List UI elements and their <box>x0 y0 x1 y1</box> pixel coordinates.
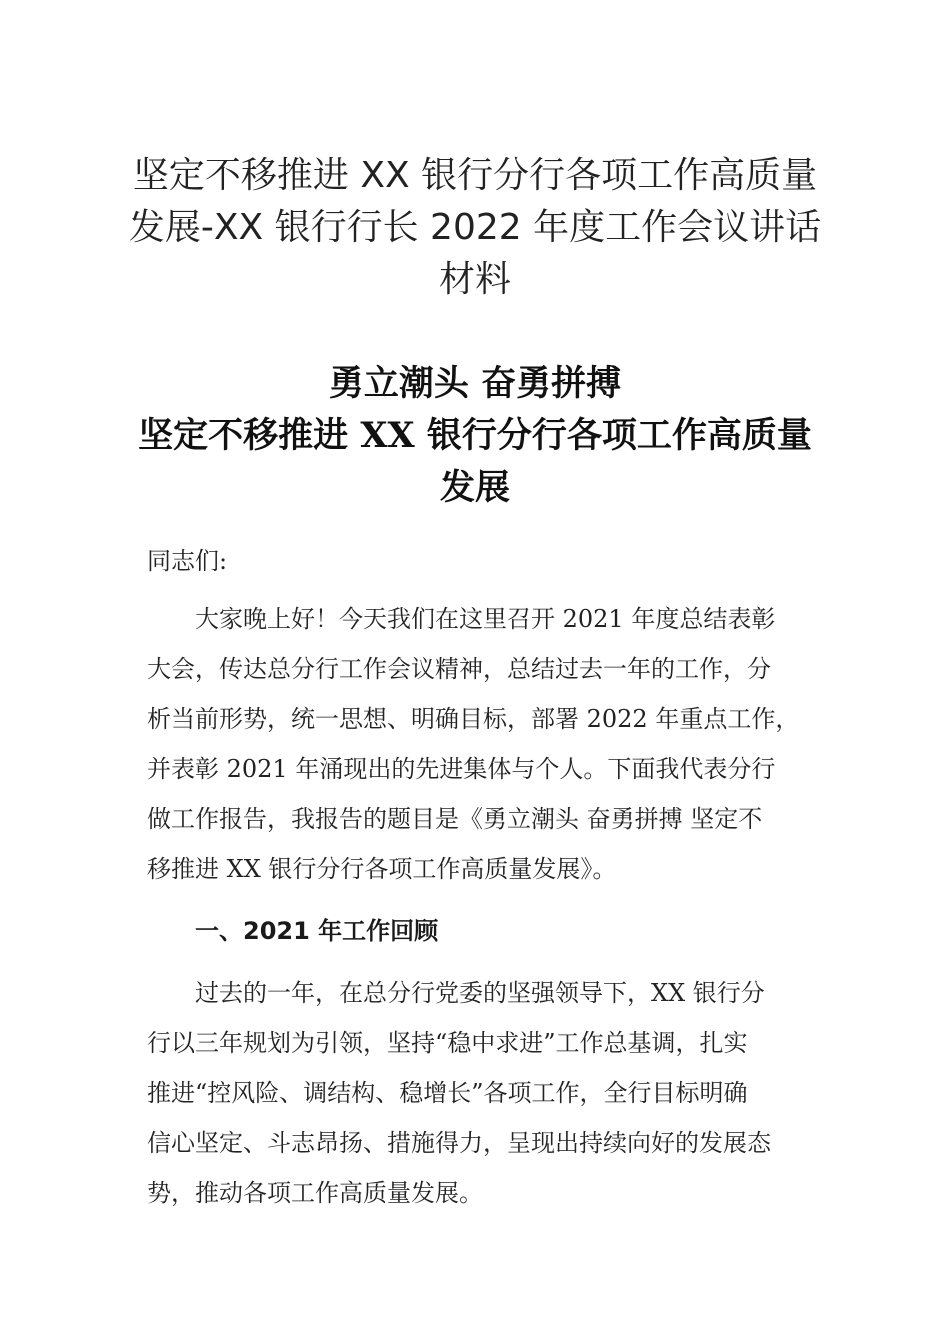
document-title-line: 发展-XX 银行行长 2022 年度工作会议讲话 <box>128 207 822 248</box>
paragraph-line: 析当前形势，统一思想、明确目标，部署 2022 年重点工作， <box>147 705 800 733</box>
paragraph-line: 推进“控风险、调结构、稳增长”各项工作，全行目标明确 <box>147 1079 748 1107</box>
speech-heading-line: 勇立潮头 奋勇拼搏 <box>328 363 622 404</box>
paragraph-line: 过去的一年，在总分行党委的坚强领导下，XX 银行分 <box>195 979 765 1007</box>
section-heading-review: 一、2021 年工作回顾 <box>195 917 439 945</box>
paragraph-line: 信心坚定、斗志昂扬、措施得力，呈现出持续向好的发展态 <box>147 1129 771 1157</box>
paragraph-line: 并表彰 2021 年涌现出的先进集体与个人。下面我代表分行 <box>147 755 776 783</box>
speech-heading <box>100 358 850 514</box>
paragraph-line: 大会，传达总分行工作会议精神，总结过去一年的工作，分 <box>147 655 771 683</box>
paragraph-line: 行以三年规划为引领，坚持“稳中求进”工作总基调，扎实 <box>147 1029 748 1057</box>
paragraph-line: 移推进 XX 银行分行各项工作高质量发展》。 <box>147 855 617 883</box>
paragraph-line: 做工作报告，我报告的题目是《勇立潮头 奋勇拼搏 坚定不 <box>147 805 763 833</box>
paragraph-opening <box>147 594 827 894</box>
speech-heading-line: 发展 <box>439 467 510 508</box>
speech-heading-line: 坚定不移推进 XX 银行分行各项工作高质量 <box>138 415 812 456</box>
document-title <box>100 150 850 306</box>
paragraph-review <box>147 968 827 1218</box>
salutation: 同志们: <box>147 547 228 575</box>
document-title-line: 坚定不移推进 XX 银行分行各项工作高质量 <box>132 155 818 196</box>
document-title-line: 材料 <box>438 259 511 300</box>
paragraph-line: 大家晚上好！今天我们在这里召开 2021 年度总结表彰 <box>195 605 776 633</box>
paragraph-line: 势，推动各项工作高质量发展。 <box>147 1179 483 1207</box>
